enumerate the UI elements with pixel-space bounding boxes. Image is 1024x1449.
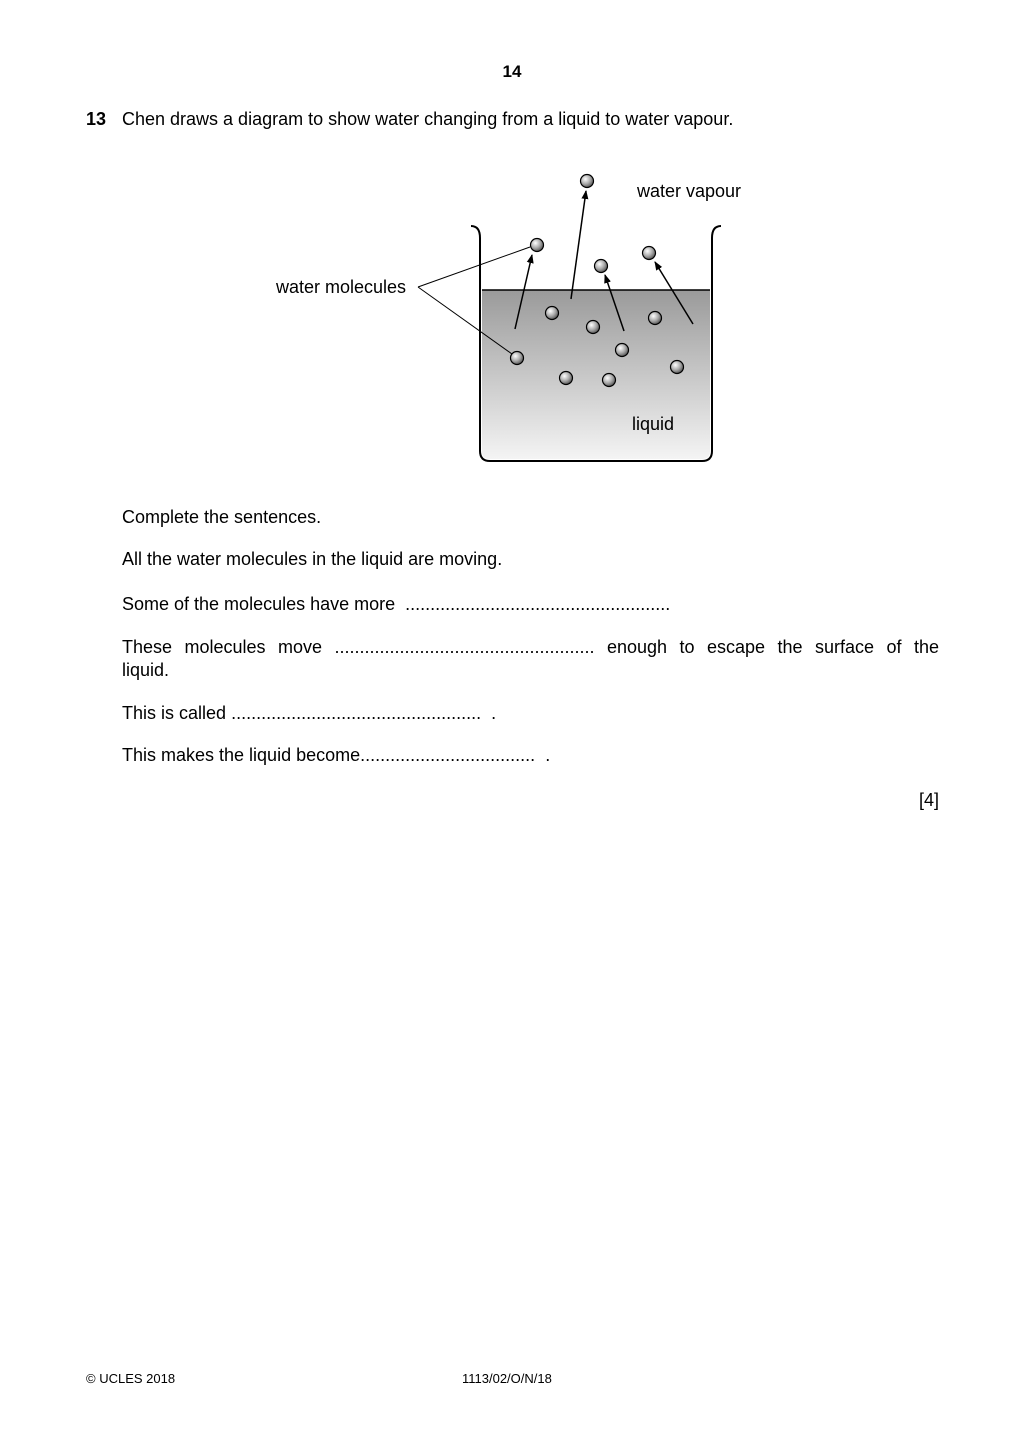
sentence-4-text: This is called — [122, 703, 227, 723]
sentence-2-end: . — [665, 594, 671, 614]
label-pointer — [418, 247, 530, 287]
answer-blank-1[interactable]: .................................................... — [405, 594, 666, 614]
instruction-complete: Complete the sentences. — [122, 507, 322, 527]
arrow — [571, 191, 586, 299]
sentence-3 — [122, 636, 939, 659]
label-water-vapour: water vapour — [637, 181, 742, 201]
label-water-molecules: water molecules — [276, 277, 407, 297]
liquid-fill — [482, 290, 710, 459]
sentence-3-end: enough to escape the surface of the — [607, 637, 939, 657]
molecule — [595, 260, 608, 273]
sentence-5-text: This makes the liquid become — [122, 745, 361, 765]
molecule — [649, 312, 662, 325]
answer-blank-3[interactable]: .................................................. — [231, 703, 482, 723]
sentence-4 — [122, 702, 939, 725]
molecule — [643, 247, 656, 260]
molecule — [671, 361, 684, 374]
footer-code: 1113/02/O/N/18 — [462, 1371, 552, 1386]
sentence-5 — [122, 744, 939, 767]
sentence-4-end: . — [491, 703, 497, 723]
molecule — [560, 372, 573, 385]
molecule — [616, 344, 629, 357]
answer-blank-4[interactable]: ................................... — [360, 745, 536, 765]
molecule — [587, 321, 600, 334]
sentence-5-end: . — [545, 745, 551, 765]
molecule — [581, 175, 594, 188]
sentence-2-text: Some of the molecules have more — [122, 594, 396, 614]
sentence-2 — [122, 593, 939, 616]
molecule — [511, 352, 524, 365]
question-text: Chen draws a diagram to show water changing from a liquid to water vapour. — [122, 109, 734, 129]
label-liquid: liquid — [632, 414, 675, 434]
molecule — [603, 374, 616, 387]
marks-total: [4] — [918, 790, 939, 810]
sentence-1: All the water molecules in the liquid are moving. — [122, 549, 503, 569]
sentence-3-text: These molecules move — [122, 637, 322, 657]
molecule — [531, 239, 544, 252]
page-number: 14 — [502, 62, 522, 81]
molecule — [546, 307, 559, 320]
footer-copyright: © UCLES 2018 — [86, 1371, 176, 1386]
sentence-3-continuation: liquid. — [122, 660, 170, 680]
evaporation-diagram — [0, 160, 1024, 480]
question-stem — [86, 108, 946, 130]
question-number: 13 — [86, 109, 107, 129]
answer-blank-2[interactable]: .................................................... — [334, 637, 595, 657]
